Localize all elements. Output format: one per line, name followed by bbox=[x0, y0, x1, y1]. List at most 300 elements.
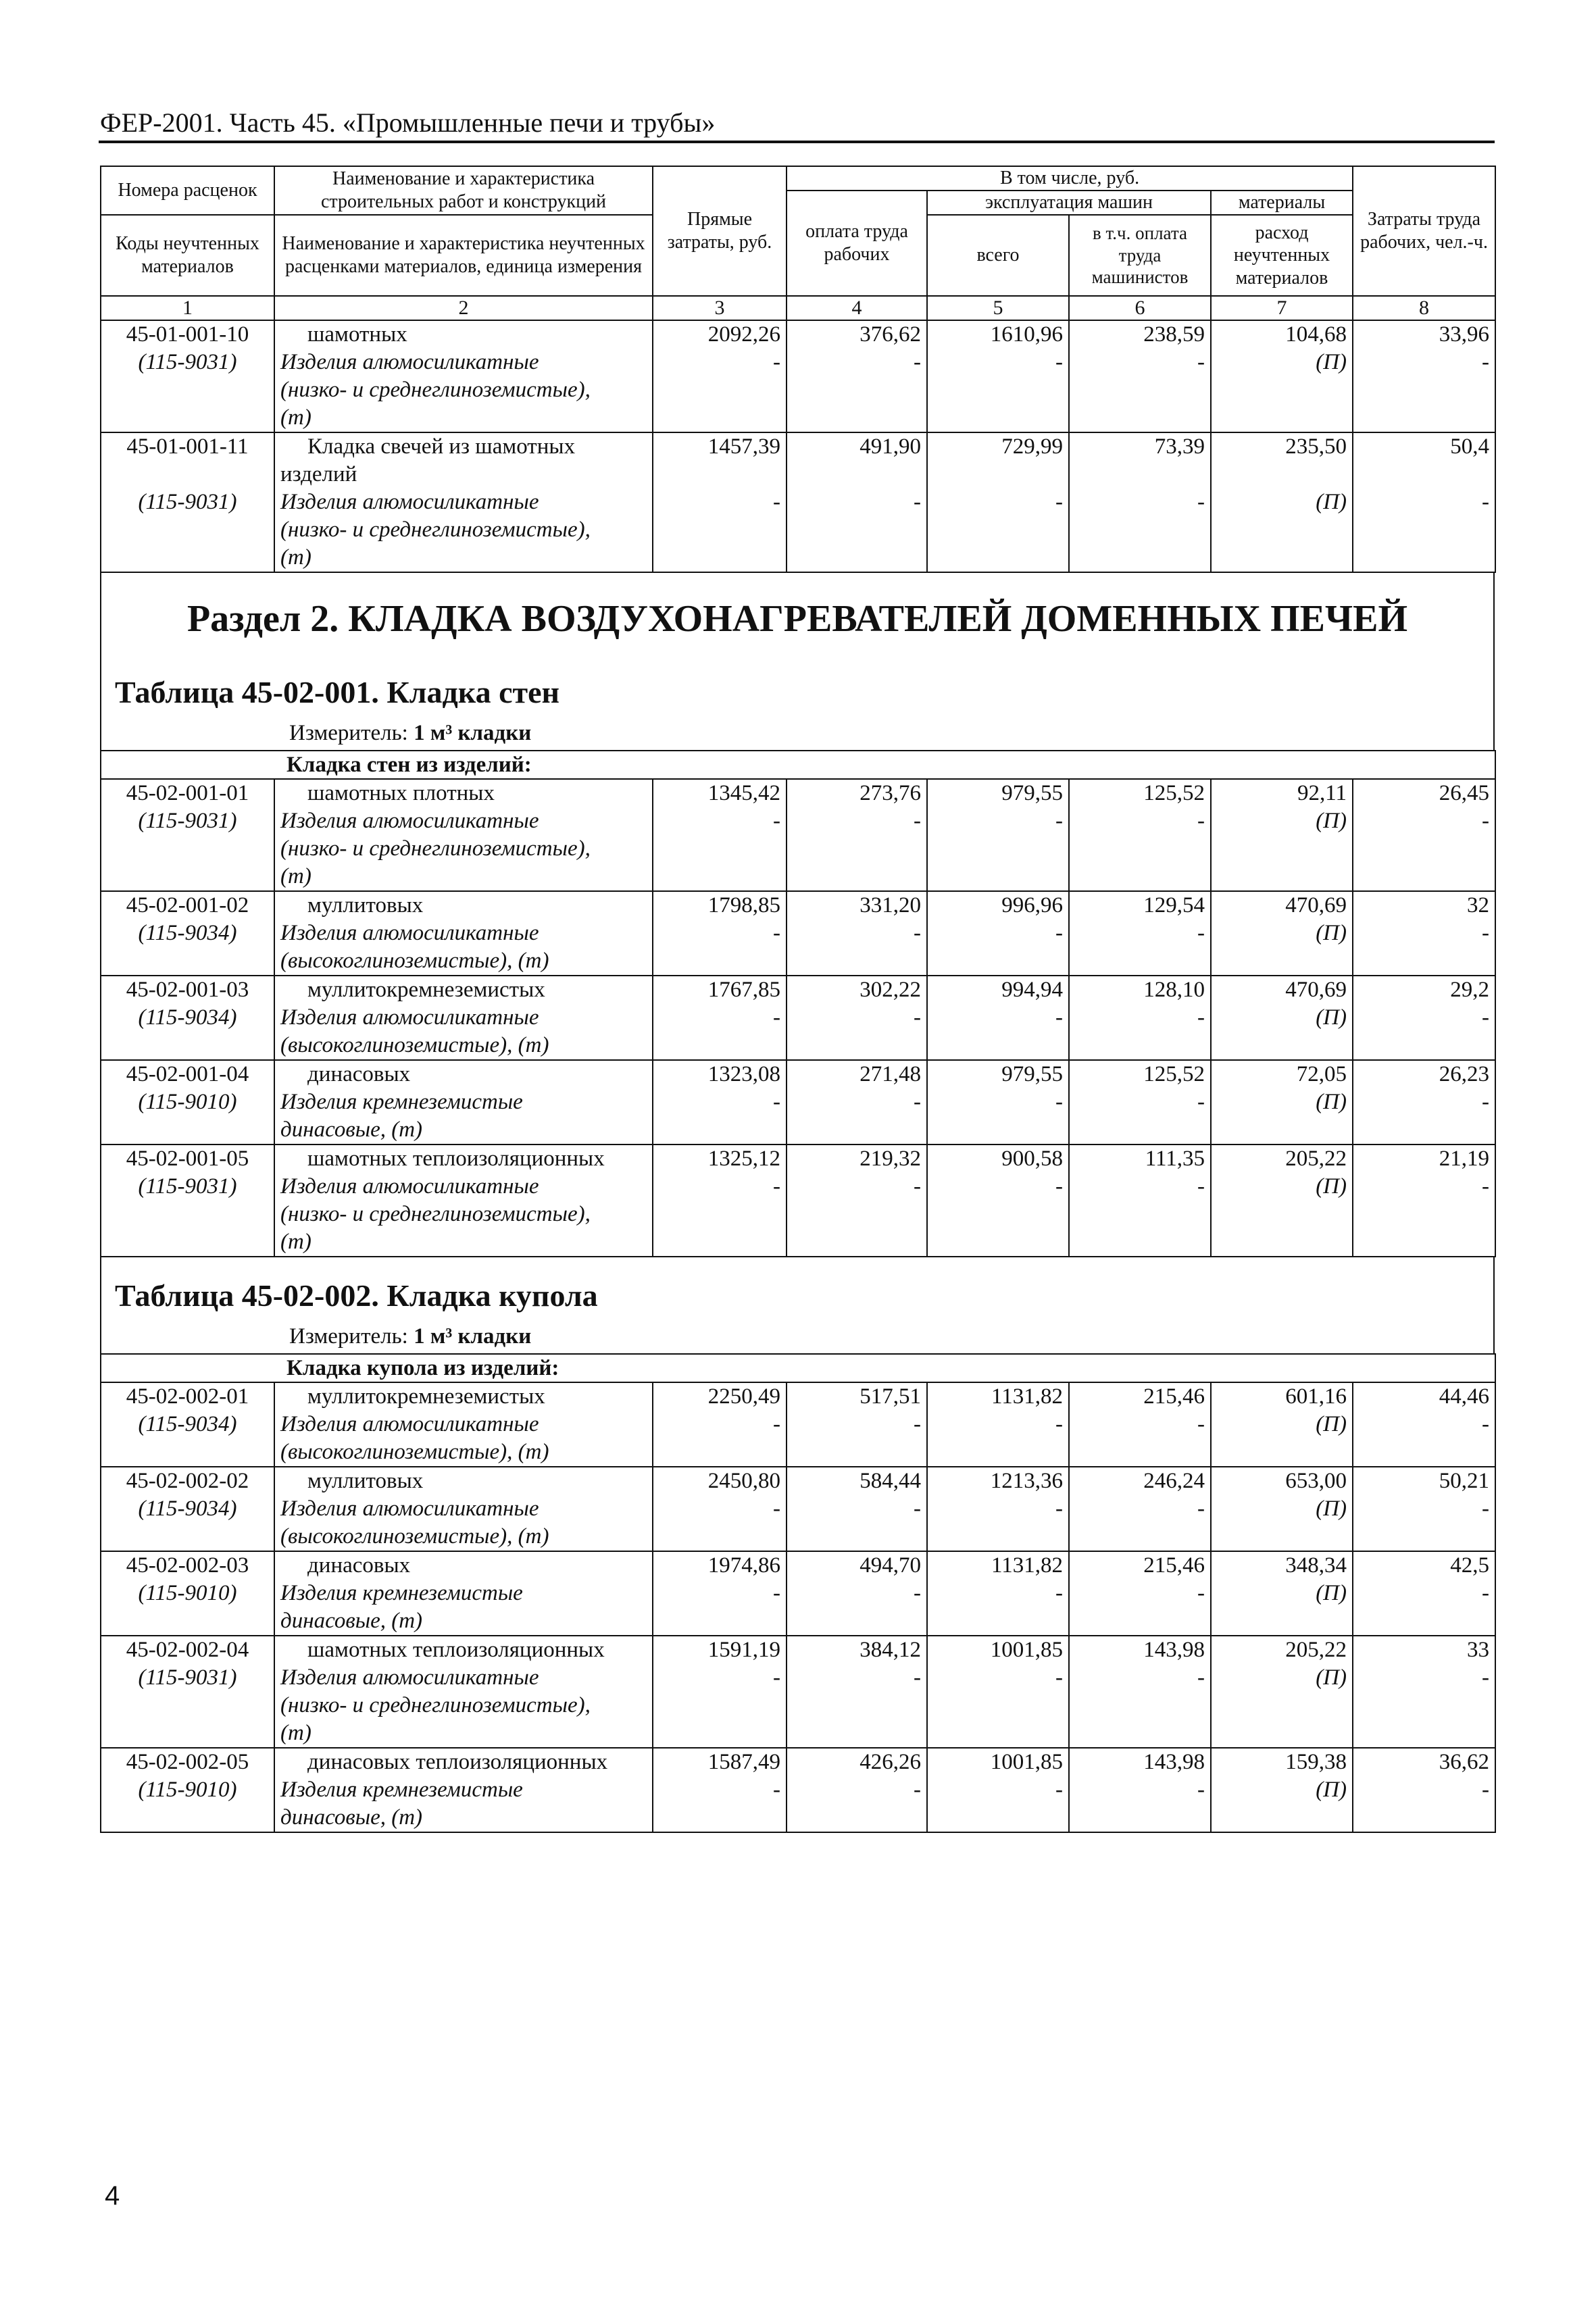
cost-value: 2450,80 bbox=[653, 1467, 787, 1495]
column-numbers-row bbox=[101, 296, 1495, 320]
material-value: - bbox=[927, 488, 1069, 516]
empty-cell bbox=[1353, 1438, 1495, 1467]
unit-value: 1 м³ кладки bbox=[414, 721, 532, 745]
material-value: - bbox=[1353, 920, 1495, 947]
empty-cell bbox=[1069, 947, 1211, 976]
empty-cell bbox=[1211, 1438, 1353, 1467]
material-name: динасовые, (т) bbox=[274, 1607, 653, 1636]
table-row bbox=[101, 432, 1495, 461]
material-value: - bbox=[653, 1088, 787, 1116]
empty-cell bbox=[787, 1523, 927, 1551]
cost-value: 26,23 bbox=[1353, 1060, 1495, 1088]
material-name: Изделия алюмосиликатные bbox=[274, 1495, 653, 1523]
material-value: - bbox=[1353, 1173, 1495, 1201]
page-header: ФЕР-2001. Часть 45. «Промышленные печи и трубы» bbox=[100, 107, 716, 138]
material-value: - bbox=[787, 1664, 927, 1692]
empty-cell bbox=[101, 1692, 274, 1719]
table2-title: Таблица 45-02-002. Кладка купола bbox=[115, 1278, 598, 1313]
empty-cell bbox=[927, 1719, 1069, 1748]
material-value: - bbox=[787, 1776, 927, 1804]
empty-cell bbox=[1211, 1032, 1353, 1060]
cost-value: 72,05 bbox=[1211, 1060, 1353, 1088]
unit-label: Измеритель: bbox=[289, 1324, 414, 1349]
empty-cell bbox=[653, 1692, 787, 1719]
empty-cell bbox=[927, 1692, 1069, 1719]
material-value: (П) bbox=[1211, 1776, 1353, 1804]
cost-value: 426,26 bbox=[787, 1748, 927, 1776]
empty-cell bbox=[653, 1523, 787, 1551]
empty-cell bbox=[927, 1438, 1069, 1467]
material-value: - bbox=[787, 807, 927, 835]
empty-cell bbox=[653, 544, 787, 572]
empty-cell bbox=[1069, 544, 1211, 572]
empty-cell bbox=[101, 1607, 274, 1636]
empty-cell bbox=[101, 1523, 274, 1551]
rate-code: 45-02-001-04 bbox=[101, 1060, 274, 1088]
work-name: шамотных bbox=[274, 320, 653, 349]
material-value: - bbox=[653, 1664, 787, 1692]
material-value: - bbox=[787, 1088, 927, 1116]
cost-value: 491,90 bbox=[787, 432, 927, 461]
material-value: - bbox=[787, 488, 927, 516]
empty-cell bbox=[927, 1228, 1069, 1257]
col-header-incl: В том числе, руб. bbox=[787, 166, 1353, 191]
cost-value: 584,44 bbox=[787, 1467, 927, 1495]
empty-cell bbox=[1353, 1201, 1495, 1228]
cost-value: 32 bbox=[1353, 891, 1495, 920]
col-number: 4 bbox=[787, 296, 927, 320]
material-value: - bbox=[927, 349, 1069, 376]
cost-value: 376,62 bbox=[787, 320, 927, 349]
cost-value: 979,55 bbox=[927, 1060, 1069, 1088]
empty-cell bbox=[927, 1523, 1069, 1551]
empty-cell bbox=[653, 1607, 787, 1636]
table-row bbox=[101, 807, 1495, 835]
section2-block bbox=[100, 573, 1495, 750]
col-number: 7 bbox=[1211, 296, 1353, 320]
rate-code: 45-02-001-02 bbox=[101, 891, 274, 920]
material-name: (высокоглиноземистые), (т) bbox=[274, 1032, 653, 1060]
material-value: - bbox=[927, 1664, 1069, 1692]
empty-cell bbox=[1069, 1523, 1211, 1551]
material-value: - bbox=[653, 1495, 787, 1523]
empty-cell bbox=[653, 1804, 787, 1832]
rate-code: 45-01-001-11 bbox=[101, 432, 274, 461]
material-name: (низко- и среднеглиноземистые), bbox=[274, 1692, 653, 1719]
material-value: - bbox=[1069, 920, 1211, 947]
material-value: - bbox=[1353, 1088, 1495, 1116]
empty-cell bbox=[653, 863, 787, 891]
table2 bbox=[100, 1353, 1496, 1833]
table-row bbox=[101, 516, 1495, 544]
empty-cell bbox=[1211, 1804, 1353, 1832]
material-value: - bbox=[653, 1776, 787, 1804]
material-value: - bbox=[1069, 807, 1211, 835]
cost-value: 2250,49 bbox=[653, 1382, 787, 1411]
material-value: - bbox=[1069, 1495, 1211, 1523]
material-name: (низко- и среднеглиноземистые), bbox=[274, 516, 653, 544]
cost-value: 42,5 bbox=[1353, 1551, 1495, 1580]
empty-cell bbox=[1353, 1032, 1495, 1060]
empty-cell bbox=[101, 461, 274, 488]
material-value: - bbox=[787, 920, 927, 947]
material-value: (П) bbox=[1211, 1664, 1353, 1692]
empty-cell bbox=[101, 947, 274, 976]
price-table bbox=[100, 166, 1496, 573]
material-name: Изделия алюмосиликатные bbox=[274, 1004, 653, 1032]
empty-cell bbox=[653, 1228, 787, 1257]
col-header-2-top: Наименование и характеристика строительных работ и конструкций bbox=[274, 166, 653, 215]
table-row bbox=[101, 863, 1495, 891]
material-value: (П) bbox=[1211, 807, 1353, 835]
work-name: муллитокремнеземистых bbox=[274, 1382, 653, 1411]
cost-value: 1345,42 bbox=[653, 779, 787, 807]
empty-cell bbox=[1353, 376, 1495, 404]
cost-value: 111,35 bbox=[1069, 1145, 1211, 1173]
rate-code: 45-02-001-01 bbox=[101, 779, 274, 807]
col-header-4: оплата труда рабочих bbox=[787, 191, 927, 296]
material-value: - bbox=[927, 807, 1069, 835]
cost-value: 1798,85 bbox=[653, 891, 787, 920]
cost-value: 215,46 bbox=[1069, 1551, 1211, 1580]
empty-cell bbox=[1069, 461, 1211, 488]
rate-code: 45-02-002-03 bbox=[101, 1551, 274, 1580]
material-name: Изделия алюмосиликатные bbox=[274, 920, 653, 947]
empty-cell bbox=[927, 516, 1069, 544]
empty-cell bbox=[1353, 1523, 1495, 1551]
rate-code: 45-01-001-10 bbox=[101, 320, 274, 349]
cost-value: 271,48 bbox=[787, 1060, 927, 1088]
empty-cell bbox=[787, 1032, 927, 1060]
table-row bbox=[101, 1173, 1495, 1201]
material-value: - bbox=[927, 920, 1069, 947]
cost-value: 1767,85 bbox=[653, 976, 787, 1004]
material-value: - bbox=[927, 1411, 1069, 1438]
table-row bbox=[101, 349, 1495, 376]
table-row bbox=[101, 404, 1495, 432]
cost-value: 470,69 bbox=[1211, 891, 1353, 920]
material-value: - bbox=[1069, 1088, 1211, 1116]
cost-value: 1610,96 bbox=[927, 320, 1069, 349]
table-row bbox=[101, 1607, 1495, 1636]
material-value: - bbox=[927, 1173, 1069, 1201]
material-value: (П) bbox=[1211, 1004, 1353, 1032]
col-header-machines: эксплуатация машин bbox=[927, 191, 1211, 215]
material-value: - bbox=[787, 349, 927, 376]
cost-value: 205,22 bbox=[1211, 1636, 1353, 1664]
table-row bbox=[101, 1664, 1495, 1692]
cost-value: 1974,86 bbox=[653, 1551, 787, 1580]
material-value: - bbox=[927, 1495, 1069, 1523]
material-value: - bbox=[1353, 1004, 1495, 1032]
empty-cell bbox=[101, 1228, 274, 1257]
cost-value: 246,24 bbox=[1069, 1467, 1211, 1495]
table-row bbox=[101, 1776, 1495, 1804]
material-value: (П) bbox=[1211, 1411, 1353, 1438]
cost-value: 33 bbox=[1353, 1636, 1495, 1664]
material-value: - bbox=[1069, 349, 1211, 376]
empty-cell bbox=[101, 1719, 274, 1748]
empty-cell bbox=[787, 1438, 927, 1467]
table-row bbox=[101, 544, 1495, 572]
empty-cell bbox=[787, 1692, 927, 1719]
empty-cell bbox=[1069, 1607, 1211, 1636]
cost-value: 273,76 bbox=[787, 779, 927, 807]
cost-value: 219,32 bbox=[787, 1145, 927, 1173]
table-row bbox=[101, 320, 1495, 349]
empty-cell bbox=[1211, 544, 1353, 572]
table-row bbox=[101, 1804, 1495, 1832]
table-row bbox=[101, 1228, 1495, 1257]
empty-cell bbox=[1211, 835, 1353, 863]
cost-value: 2092,26 bbox=[653, 320, 787, 349]
table2-unit bbox=[101, 1313, 1493, 1353]
col-header-8: Затраты труда рабочих, чел.-ч. bbox=[1353, 166, 1495, 296]
work-name: динасовых bbox=[274, 1551, 653, 1580]
cost-value: 205,22 bbox=[1211, 1145, 1353, 1173]
cost-value: 1213,36 bbox=[927, 1467, 1069, 1495]
material-name: Изделия алюмосиликатные bbox=[274, 1173, 653, 1201]
cost-value: 1001,85 bbox=[927, 1636, 1069, 1664]
material-name: динасовые, (т) bbox=[274, 1804, 653, 1832]
top-rows bbox=[101, 320, 1495, 572]
material-name: Изделия алюмосиликатные bbox=[274, 1664, 653, 1692]
table1-title: Таблица 45-02-001. Кладка стен bbox=[115, 675, 560, 709]
cost-value: 384,12 bbox=[787, 1636, 927, 1664]
empty-cell bbox=[101, 1032, 274, 1060]
empty-cell bbox=[787, 1228, 927, 1257]
material-value: - bbox=[653, 349, 787, 376]
empty-cell bbox=[787, 516, 927, 544]
material-name: (низко- и среднеглиноземистые), bbox=[274, 376, 653, 404]
empty-cell bbox=[787, 835, 927, 863]
cost-value: 50,4 bbox=[1353, 432, 1495, 461]
material-value: - bbox=[653, 1004, 787, 1032]
material-name: (т) bbox=[274, 544, 653, 572]
material-code: (115-9031) bbox=[101, 1664, 274, 1692]
material-name: (т) bbox=[274, 1228, 653, 1257]
empty-cell bbox=[101, 835, 274, 863]
empty-cell bbox=[787, 1719, 927, 1748]
material-code: (115-9034) bbox=[101, 920, 274, 947]
unit-value: 1 м³ кладки bbox=[414, 1324, 532, 1349]
empty-cell bbox=[1211, 404, 1353, 432]
cost-value: 1001,85 bbox=[927, 1748, 1069, 1776]
empty-cell bbox=[101, 863, 274, 891]
material-code: (115-9010) bbox=[101, 1088, 274, 1116]
material-value: - bbox=[927, 1580, 1069, 1607]
empty-cell bbox=[787, 947, 927, 976]
empty-cell bbox=[101, 1201, 274, 1228]
empty-cell bbox=[1069, 376, 1211, 404]
table-row bbox=[101, 1032, 1495, 1060]
rate-code: 45-02-002-04 bbox=[101, 1636, 274, 1664]
material-name: (т) bbox=[274, 863, 653, 891]
empty-cell bbox=[927, 1032, 1069, 1060]
empty-cell bbox=[927, 1116, 1069, 1145]
empty-cell bbox=[1353, 1804, 1495, 1832]
material-name: Изделия кремнеземистые bbox=[274, 1580, 653, 1607]
col-header-1-bottom: Коды неучтенных материалов bbox=[101, 215, 274, 296]
table1-unit bbox=[101, 710, 1493, 750]
table-row bbox=[101, 891, 1495, 920]
material-code: (115-9034) bbox=[101, 1004, 274, 1032]
empty-cell bbox=[101, 1438, 274, 1467]
col-header-7: расход неучтенных материалов bbox=[1211, 215, 1353, 296]
col-number: 6 bbox=[1069, 296, 1211, 320]
material-value: - bbox=[1069, 1411, 1211, 1438]
empty-cell bbox=[101, 544, 274, 572]
table2-subheader: Кладка купола из изделий: bbox=[101, 1354, 1495, 1382]
empty-cell bbox=[1069, 1201, 1211, 1228]
table-row bbox=[101, 1580, 1495, 1607]
empty-cell bbox=[927, 1201, 1069, 1228]
material-value: - bbox=[787, 1173, 927, 1201]
empty-cell bbox=[787, 544, 927, 572]
empty-cell bbox=[1069, 863, 1211, 891]
material-name: Изделия алюмосиликатные bbox=[274, 807, 653, 835]
material-value: (П) bbox=[1211, 1088, 1353, 1116]
material-value: - bbox=[787, 1580, 927, 1607]
empty-cell bbox=[927, 1804, 1069, 1832]
material-value: - bbox=[1069, 1664, 1211, 1692]
empty-cell bbox=[1353, 1607, 1495, 1636]
empty-cell bbox=[1069, 1719, 1211, 1748]
empty-cell bbox=[653, 404, 787, 432]
empty-cell bbox=[927, 1607, 1069, 1636]
empty-cell bbox=[1353, 835, 1495, 863]
material-name: Изделия алюмосиликатные bbox=[274, 488, 653, 516]
empty-cell bbox=[1211, 461, 1353, 488]
empty-cell bbox=[927, 404, 1069, 432]
cost-value: 1587,49 bbox=[653, 1748, 787, 1776]
material-value: - bbox=[1353, 1411, 1495, 1438]
col-number: 2 bbox=[274, 296, 653, 320]
empty-cell bbox=[787, 461, 927, 488]
table-row bbox=[101, 1088, 1495, 1116]
cost-value: 979,55 bbox=[927, 779, 1069, 807]
col-header-1-top: Номера расценок bbox=[101, 166, 274, 215]
material-value: - bbox=[1069, 1776, 1211, 1804]
rate-code: 45-02-001-03 bbox=[101, 976, 274, 1004]
empty-cell bbox=[1211, 1116, 1353, 1145]
cost-value: 92,11 bbox=[1211, 779, 1353, 807]
unit-label: Измеритель: bbox=[289, 721, 414, 745]
cost-value: 996,96 bbox=[927, 891, 1069, 920]
table1 bbox=[100, 750, 1496, 1257]
empty-cell bbox=[1069, 1692, 1211, 1719]
cost-value: 1457,39 bbox=[653, 432, 787, 461]
empty-cell bbox=[101, 376, 274, 404]
cost-value: 125,52 bbox=[1069, 1060, 1211, 1088]
col-number: 8 bbox=[1353, 296, 1495, 320]
empty-cell bbox=[653, 1116, 787, 1145]
empty-cell bbox=[653, 1719, 787, 1748]
material-value: - bbox=[1353, 807, 1495, 835]
empty-cell bbox=[927, 947, 1069, 976]
material-name: динасовые, (т) bbox=[274, 1116, 653, 1145]
work-name: шамотных плотных bbox=[274, 779, 653, 807]
material-name: (т) bbox=[274, 404, 653, 432]
material-value: - bbox=[1069, 488, 1211, 516]
empty-cell bbox=[1353, 404, 1495, 432]
empty-cell bbox=[1353, 1692, 1495, 1719]
table-row bbox=[101, 1719, 1495, 1748]
material-name: Изделия кремнеземистые bbox=[274, 1776, 653, 1804]
work-name: динасовых теплоизоляционных bbox=[274, 1748, 653, 1776]
table-row bbox=[101, 976, 1495, 1004]
cost-value: 994,94 bbox=[927, 976, 1069, 1004]
empty-cell bbox=[787, 1201, 927, 1228]
table-row bbox=[101, 1523, 1495, 1551]
material-name: (т) bbox=[274, 1719, 653, 1748]
material-code: (115-9031) bbox=[101, 349, 274, 376]
cost-value: 1325,12 bbox=[653, 1145, 787, 1173]
col-header-6: в т.ч. оплата труда машинистов bbox=[1069, 215, 1211, 296]
cost-value: 1591,19 bbox=[653, 1636, 787, 1664]
rate-code: 45-02-002-02 bbox=[101, 1467, 274, 1495]
cost-value: 302,22 bbox=[787, 976, 927, 1004]
empty-cell bbox=[1211, 1228, 1353, 1257]
empty-cell bbox=[1353, 461, 1495, 488]
material-value: - bbox=[1353, 1776, 1495, 1804]
empty-cell bbox=[1211, 1692, 1353, 1719]
empty-cell bbox=[1069, 1032, 1211, 1060]
empty-cell bbox=[653, 376, 787, 404]
empty-cell bbox=[101, 516, 274, 544]
cost-value: 44,46 bbox=[1353, 1382, 1495, 1411]
empty-cell bbox=[1353, 516, 1495, 544]
empty-cell bbox=[787, 863, 927, 891]
cost-value: 36,62 bbox=[1353, 1748, 1495, 1776]
cost-value: 1323,08 bbox=[653, 1060, 787, 1088]
table-row bbox=[101, 461, 1495, 488]
material-code: (115-9031) bbox=[101, 1173, 274, 1201]
material-value: (П) bbox=[1211, 488, 1353, 516]
material-code: (115-9034) bbox=[101, 1495, 274, 1523]
cost-value: 73,39 bbox=[1069, 432, 1211, 461]
table-row bbox=[101, 1116, 1495, 1145]
empty-cell bbox=[1353, 1228, 1495, 1257]
material-value: - bbox=[653, 1411, 787, 1438]
table-row bbox=[101, 779, 1495, 807]
cost-value: 470,69 bbox=[1211, 976, 1353, 1004]
empty-cell bbox=[787, 1607, 927, 1636]
material-name: (низко- и среднеглиноземистые), bbox=[274, 835, 653, 863]
material-value: - bbox=[1353, 1664, 1495, 1692]
material-value: (П) bbox=[1211, 920, 1353, 947]
empty-cell bbox=[101, 404, 274, 432]
cost-value: 29,2 bbox=[1353, 976, 1495, 1004]
material-value: - bbox=[927, 1776, 1069, 1804]
cost-value: 1131,82 bbox=[927, 1551, 1069, 1580]
empty-cell bbox=[1211, 516, 1353, 544]
material-value: - bbox=[1353, 349, 1495, 376]
cost-value: 129,54 bbox=[1069, 891, 1211, 920]
material-value: - bbox=[1353, 1580, 1495, 1607]
material-value: - bbox=[1069, 1004, 1211, 1032]
material-value: - bbox=[1069, 1173, 1211, 1201]
empty-cell bbox=[1211, 863, 1353, 891]
cost-value: 143,98 bbox=[1069, 1748, 1211, 1776]
empty-cell bbox=[1353, 947, 1495, 976]
table-row bbox=[101, 1467, 1495, 1495]
header-rule bbox=[99, 141, 1495, 143]
section-title: Раздел 2. КЛАДКА ВОЗДУХОНАГРЕВАТЕЛЕЙ ДОМЕННЫХ ПЕЧЕЙ bbox=[186, 598, 1408, 640]
cost-value: 26,45 bbox=[1353, 779, 1495, 807]
table-row bbox=[101, 1004, 1495, 1032]
material-value: - bbox=[927, 1088, 1069, 1116]
